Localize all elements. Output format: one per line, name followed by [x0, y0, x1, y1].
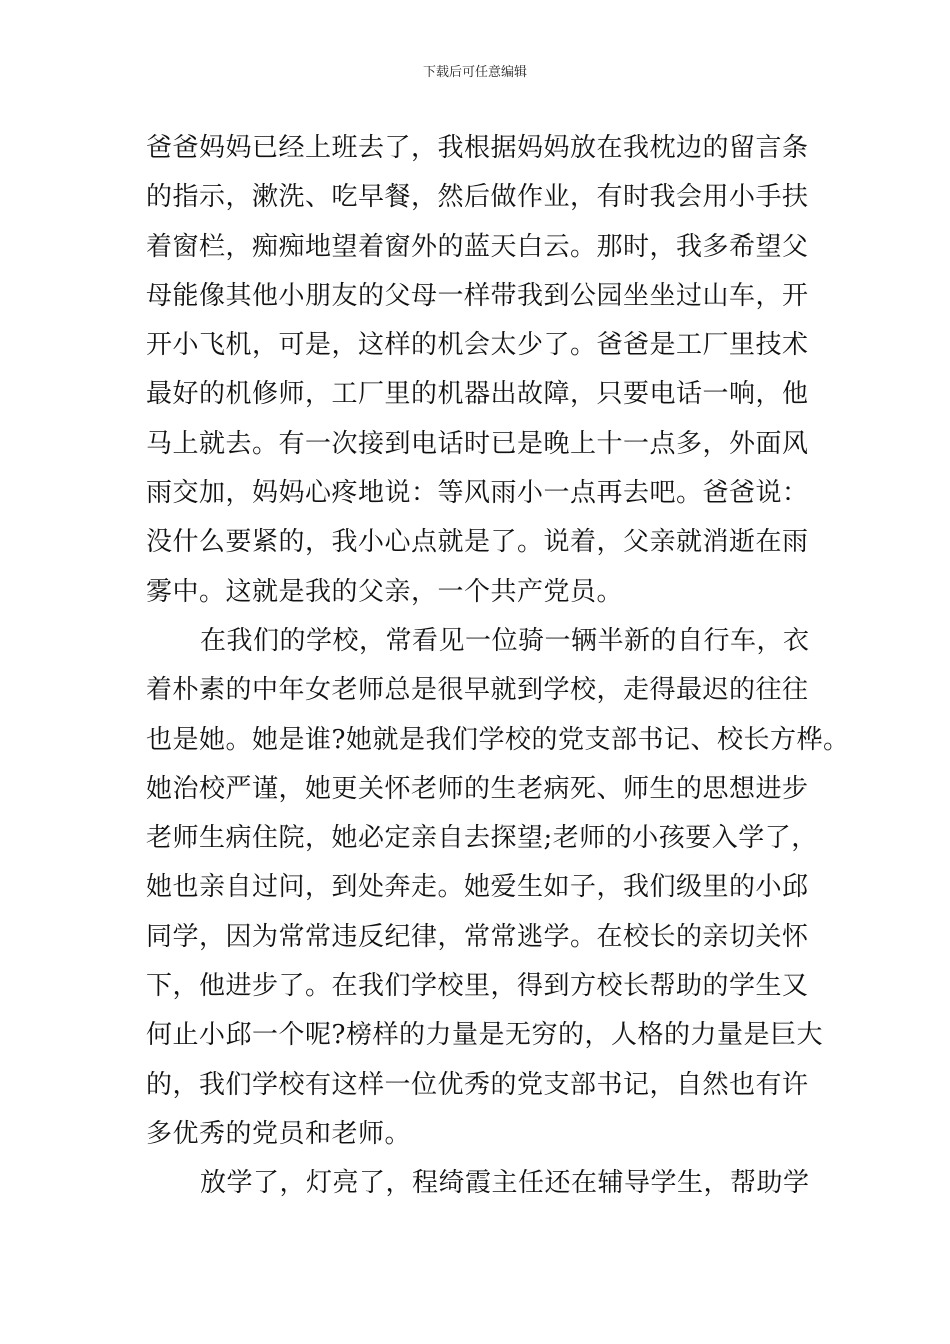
text-line: 雨交加，妈妈心疼地说：等风雨小一点再去吧。爸爸说：	[146, 478, 809, 509]
text-line: 马上就去。有一次接到电话时已是晚上十一点多，外面风	[146, 428, 809, 459]
text-line: 也是她。她是谁?她就是我们学校的党支部书记、校长方桦。	[146, 724, 850, 755]
text-line: 老师生病住院，她必定亲自去探望;老师的小孩要入学了，	[146, 823, 818, 854]
text-line: 雾中。这就是我的父亲，一个共产党员。	[146, 576, 624, 607]
text-line: 着窗栏，痴痴地望着窗外的蓝天白云。那时，我多希望父	[146, 231, 809, 262]
page-header: 下载后可任意编辑	[422, 65, 527, 80]
text-line: 爸爸妈妈已经上班去了，我根据妈妈放在我枕边的留言条	[146, 133, 809, 163]
text-line: 着朴素的中年女老师总是很早就到学校，走得最迟的往往	[146, 675, 809, 706]
text-line: 开小飞机，可是，这样的机会太少了。爸爸是工厂里技术	[146, 330, 809, 361]
text-line: 她也亲自过问，到处奔走。她爱生如子，我们级里的小邱	[146, 872, 809, 903]
text-line: 同学，因为常常违反纪律，常常逃学。在校长的亲切关怀	[146, 921, 809, 952]
text-line: 的指示，漱洗、吃早餐，然后做作业，有时我会用小手扶	[146, 182, 809, 213]
paragraph-start-line: 在我们的学校，常看见一位骑一辆半新的自行车，衣	[200, 625, 810, 656]
text-line: 多优秀的党员和老师。	[146, 1118, 412, 1149]
text-line: 的，我们学校有这样一位优秀的党支部书记，自然也有许	[146, 1069, 809, 1100]
body-text	[146, 124, 850, 1209]
paragraph-start-line: 放学了，灯亮了，程绮霞主任还在辅导学生，帮助学	[200, 1168, 810, 1199]
text-line: 没什么要紧的，我小心点就是了。说着，父亲就消逝在雨	[146, 527, 809, 558]
text-line: 她治校严谨，她更关怀老师的生老病死、师生的思想进步	[146, 773, 809, 804]
text-line: 下，他进步了。在我们学校里，得到方校长帮助的学生又	[146, 971, 809, 1002]
text-line: 最好的机修师，工厂里的机器出故障，只要电话一响，他	[146, 379, 809, 410]
text-line: 何止小邱一个呢?榜样的力量是无穷的，人格的力量是巨大	[146, 1020, 823, 1051]
text-line: 母能像其他小朋友的父母一样带我到公园坐坐过山车，开	[146, 280, 809, 311]
